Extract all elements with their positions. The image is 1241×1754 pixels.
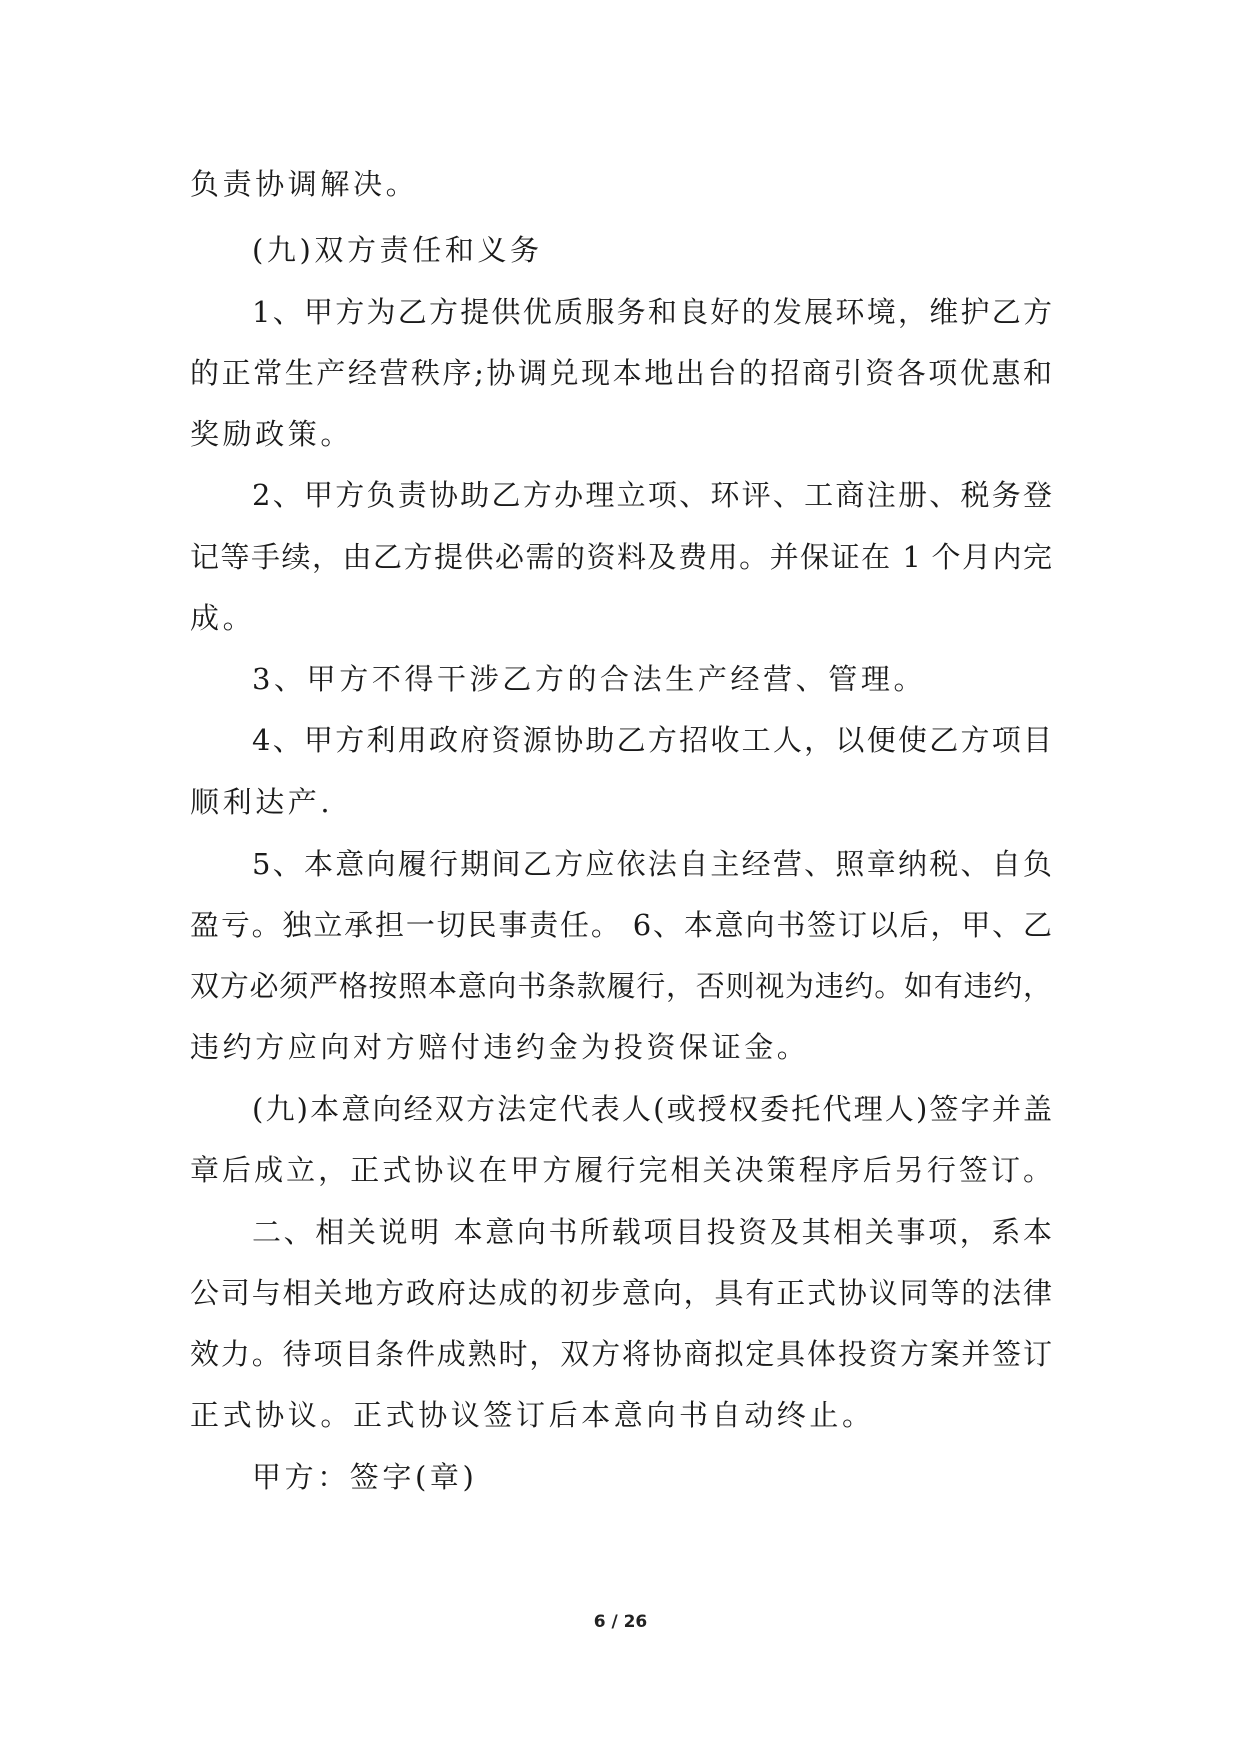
text-line: 5、本意向履行期间乙方应依法自主经营、照章纳税、自负 <box>252 847 1052 881</box>
text-line: 违约方应向对方赔付违约金为投资保证金。 <box>190 1030 810 1064</box>
text-line: 二、相关说明 本意向书所载项目投资及其相关事项，系本 <box>252 1215 1052 1249</box>
text-line: 3、甲方不得干涉乙方的合法生产经营、管理。 <box>252 662 927 696</box>
text-line: 记等手续，由乙方提供必需的资料及费用。并保证在 1 个月内完 <box>190 540 1052 574</box>
text-line: 章后成立，正式协议在甲方履行完相关决策程序后另行签订。 <box>190 1153 1052 1187</box>
text-line: 顺利达产. <box>190 785 334 819</box>
signature-line: 甲方：签字(章) <box>252 1460 478 1494</box>
text-line: 双方必须严格按照本意向书条款履行，否则视为违约。如有违约， <box>190 969 1052 1003</box>
text-line: 2、甲方负责协助乙方办理立项、环评、工商注册、税务登 <box>252 478 1052 512</box>
page-number: 6 / 26 <box>593 1612 648 1632</box>
text-line: 盈亏。独立承担一切民事责任。 6、本意向书签订以后，甲、乙 <box>190 908 1052 942</box>
text-line: 1、甲方为乙方提供优质服务和良好的发展环境，维护乙方 <box>252 295 1052 329</box>
text-line: 的正常生产经营秩序;协调兑现本地出台的招商引资各项优惠和 <box>190 356 1052 390</box>
text-line: 正式协议。正式协议签订后本意向书自动终止。 <box>190 1398 875 1432</box>
text-line: 效力。待项目条件成熟时，双方将协商拟定具体投资方案并签订 <box>190 1337 1052 1371</box>
text-line: 成。 <box>190 601 256 635</box>
text-line: 奖励政策。 <box>190 417 354 451</box>
text-line: (九)本意向经双方法定代表人(或授权委托代理人)签字并盖 <box>252 1092 1052 1126</box>
text-line: 负责协调解决。 <box>190 167 419 201</box>
section-heading: (九)双方责任和义务 <box>252 233 543 267</box>
text-line: 公司与相关地方政府达成的初步意向，具有正式协议同等的法律 <box>190 1276 1052 1310</box>
text-line: 4、甲方利用政府资源协助乙方招收工人，以便使乙方项目 <box>252 723 1052 757</box>
